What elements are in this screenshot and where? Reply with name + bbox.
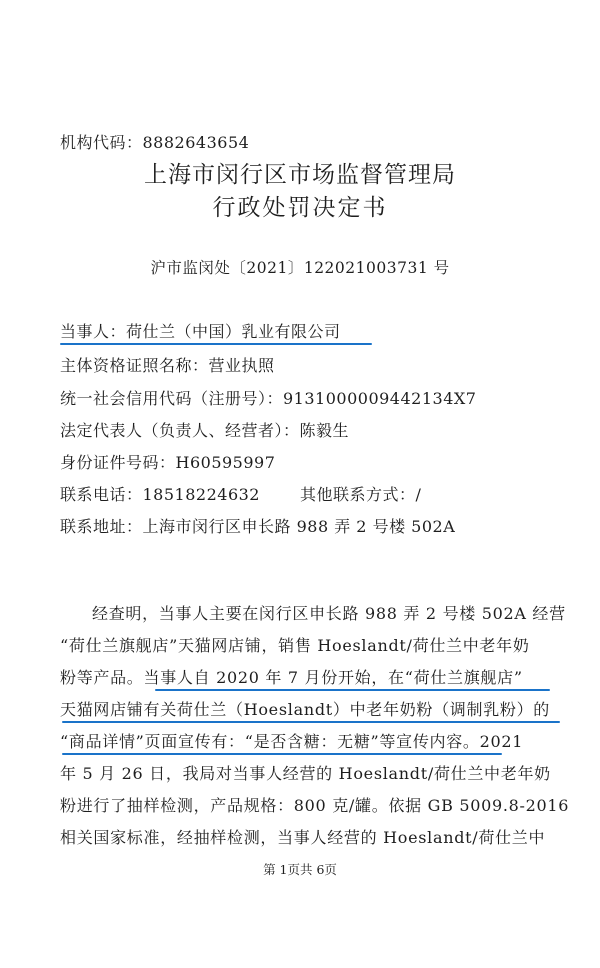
body-line: 经查明，当事人主要在闵行区申长路 988 弄 2 号楼 502A 经营 bbox=[92, 604, 566, 623]
annotation-underline bbox=[62, 753, 502, 755]
party-name: 当事人：荷仕兰（中国）乳业有限公司 bbox=[60, 322, 341, 341]
body-line: 相关国家标准，经抽样检测，当事人经营的 Hoeslandt/荷仕兰中 bbox=[60, 828, 546, 847]
body-line: 粉进行了抽样检测，产品规格：800 克/罐。依据 GB 5009.8-2016 bbox=[60, 796, 570, 815]
party-legal-rep: 法定代表人（负责人、经营者）：陈毅生 bbox=[60, 421, 350, 440]
party-id-number: 身份证件号码：H60595997 bbox=[60, 453, 276, 472]
party-other-contact: 其他联系方式：/ bbox=[300, 485, 422, 504]
body-line: “商品详情”页面宣传有：“是否含糖：无糖”等宣传内容。2021 bbox=[60, 732, 524, 751]
document-number: 沪市监闵处〔2021〕122021003731 号 bbox=[150, 259, 450, 277]
annotation-underline bbox=[62, 721, 560, 723]
page-footer: 第 1页共 6页 bbox=[263, 862, 337, 877]
party-address: 联系地址：上海市闵行区申长路 988 弄 2 号楼 502A bbox=[60, 517, 456, 536]
body-line: 天猫网店铺有关荷仕兰（Hoeslandt）中老年奶粉（调制乳粉）的 bbox=[60, 700, 550, 719]
party-phone: 联系电话：18518224632 bbox=[60, 485, 260, 504]
body-line: 粉等产品。当事人自 2020 年 7 月份开始，在“荷仕兰旗舰店” bbox=[60, 668, 523, 687]
party-contact-row bbox=[60, 485, 560, 505]
party-credit-code: 统一社会信用代码（注册号）：9131000009442134X7 bbox=[60, 389, 477, 408]
annotation-underline bbox=[60, 343, 372, 345]
org-code: 机构代码：8882643654 bbox=[60, 133, 250, 152]
agency-title: 上海市闵行区市场监督管理局 bbox=[144, 162, 456, 188]
body-line: “荷仕兰旗舰店”天猫网店铺，销售 Hoeslandt/荷仕兰中老年奶 bbox=[60, 636, 530, 655]
body-line: 年 5 月 26 日，我局对当事人经营的 Hoeslandt/荷仕兰中老年奶 bbox=[60, 764, 551, 783]
document-title: 行政处罚决定书 bbox=[212, 195, 388, 221]
party-qualification: 主体资格证照名称：营业执照 bbox=[60, 356, 275, 375]
annotation-underline bbox=[155, 689, 550, 691]
